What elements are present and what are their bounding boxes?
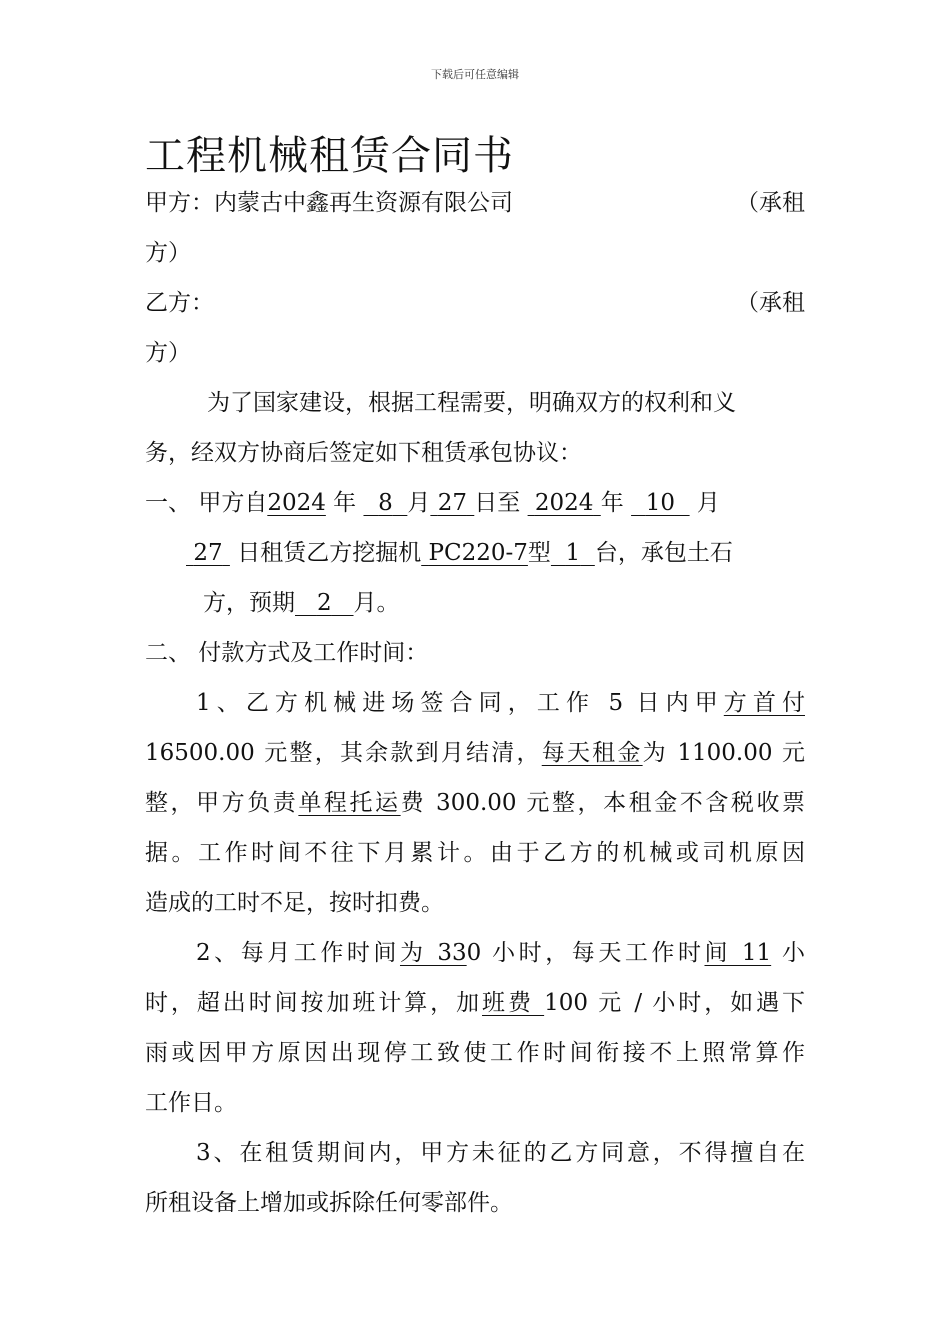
- end-day: 27: [193, 540, 223, 566]
- contract-title: 工程机械租赁合同书: [145, 133, 514, 179]
- one-way-shipping-label: 单程托运: [298, 790, 401, 816]
- clause-2-heading: 二、 付款方式及工作时间：: [145, 640, 429, 666]
- party-a-role-1: （承租: [736, 190, 805, 216]
- clause-2-1-line-3: 整，甲方负责单程托运费 300.00 元整，本租金不含税收票: [145, 790, 806, 816]
- clause-2-2-line-4: 工作日。: [145, 1090, 237, 1116]
- clause-1-text: 月: [696, 490, 720, 516]
- party-b-role-2: 方）: [145, 340, 191, 366]
- clause-1-text: 方，预期: [203, 590, 295, 616]
- party-a-role-2: 方）: [145, 240, 191, 266]
- header-note: 下载后可任意编辑: [431, 68, 519, 81]
- intro-line-2: 务，经双方协商后签定如下租赁承包协议：: [145, 440, 582, 466]
- clause-1-text: 月。: [353, 590, 400, 616]
- clause-2-1-line-5: 造成的工时不足，按时扣费。: [145, 890, 444, 916]
- clause-1-text: 年: [333, 490, 357, 516]
- party-a-name: 内蒙古中鑫再生资源有限公司: [214, 190, 513, 216]
- party-b-label: 乙方：: [145, 290, 214, 316]
- clause-1-text: 甲方自: [198, 490, 268, 516]
- party-a-line: [145, 184, 805, 217]
- clause-1-line-3: [203, 584, 805, 617]
- machine-model: PC220-7: [428, 540, 528, 566]
- clause-1-line-1: [145, 484, 805, 517]
- party-b-role-1: （承租: [736, 290, 805, 316]
- start-month: 8: [378, 490, 393, 516]
- clause-1-text: 日至: [474, 490, 521, 516]
- start-day: 27: [437, 490, 467, 516]
- clause-1-number: 一、: [145, 490, 191, 516]
- expected-period: 2: [316, 590, 332, 616]
- clause-1-text: 台，承包土石: [594, 540, 733, 566]
- clause-2-1-line-1: 1、乙方机械进场签合同，工作 5 日内甲方首付: [196, 690, 805, 716]
- clause-2-2-line-1: 2、每月工作时间为 330 小时，每天工作时间 11 小: [196, 940, 806, 966]
- start-year: 2024: [267, 490, 326, 516]
- daily-rent-label: 每天租金: [541, 740, 643, 766]
- party-a-label: 甲方：: [145, 190, 214, 216]
- machine-quantity: 1: [565, 540, 581, 566]
- clause-1-text: 日租赁乙方挖掘机: [237, 540, 422, 566]
- intro-line-1: 为了国家建设，根据工程需要，明确双方的权利和义: [207, 390, 736, 416]
- clause-2-3-line-2: 所租设备上增加或拆除任何零部件。: [145, 1190, 513, 1216]
- clause-1-text: 年: [600, 490, 624, 516]
- end-month: 10: [645, 490, 675, 516]
- down-payment-label: 方首付: [723, 690, 805, 716]
- daily-hours: 间 11: [704, 940, 772, 966]
- clause-2-1-line-2: 16500.00 元整，其余款到月结清，每天租金为 1100.00 元: [145, 740, 806, 766]
- clause-2-1-line-4: 据。工作时间不往下月累计。由于乙方的机械或司机原因: [145, 840, 805, 866]
- overtime-fee-label: 班费: [482, 990, 545, 1016]
- monthly-hours: 为 33: [399, 940, 467, 966]
- clause-2-2-line-3: 雨或因甲方原因出现停工致使工作时间衔接不上照常算作: [145, 1040, 805, 1066]
- clause-1-line-2: [186, 534, 805, 567]
- clause-2-2-line-2: 时，超出时间按加班计算，加班费 100 元 / 小时，如遇下: [145, 990, 806, 1016]
- clause-1-text: 型: [527, 540, 551, 566]
- clause-2-3-line-1: 3、在租赁期间内，甲方未征的乙方同意，不得擅自在: [196, 1140, 805, 1166]
- clause-1-text: 月: [407, 490, 431, 516]
- end-year: 2024: [534, 490, 594, 516]
